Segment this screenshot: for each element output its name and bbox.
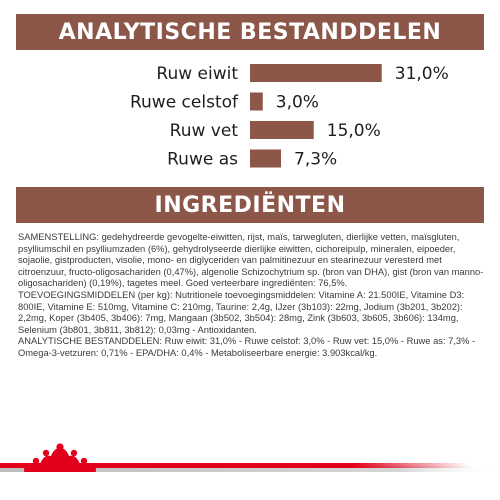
bar [250,150,281,168]
nutrient-bar-chart [0,54,500,184]
value-label: 7,3% [294,149,338,170]
value-label: 15,0% [326,121,381,141]
bar [250,93,263,111]
category-label: Ruw vet [169,121,238,141]
ingredients-header-band [16,187,484,223]
category-label: Ruwe as [167,149,238,170]
value-label: 3,0% [275,92,319,113]
composition-text: SAMENSTELLING: gedehydreerde gevogelte-eiwitten, rijst, maïs, tarwegluten, dierlijke vetten, maïsgluten, psylliumschil en psylliumzaden (6%), gehydrolyseerde dierlijke eiwitten, cichoreipulp, mineralen, eipoeder, sojaolie, gistproducten, visolie, mono- en diglyceriden van palmitinezuur en stearinezuur veresterd met citroenzuur, fructo-oligosachariden (0,47%), algenolie Schizochytrium sp. (bron van DHA), gist (bron van manno-oligosachariden) (0,19%), tagetes meel. Goed verteerbare ingrediënten: 76,5%. TOEVOEGINGSMIDDELEN (per kg): Nutritionele toevoegingsmiddelen: Vitamine A: 21.500IE, Vitamine D3: 800IE, Vitamine E: 510mg, Vitamine C: 210mg, Taurine: 2,4g, IJzer (3b103): 22mg, Jodium (3b201, 3b202): 2,2mg, Koper (3b405, 3b406): 7mg, Mangaan (3b502, 3b504): 28mg, Zink (3b603, 3b605, 3b606): 134mg, Selenium (3b801, 3b811, 3b812): 0,03mg - Antioxidanten. ANALYTISCHE BESTANDDELEN: Ruw eiwit: 31,0% - Ruwe celstof: 3,0% - Ruw vet: 15,0% - Ruwe as: 7,3% - Omega-3-vetzuren: 0,71% - EPA/DHA: 0,4% - Metaboliseerbare energie: 3.903kcal/kg. [18,232,484,358]
category-label: Ruw eiwit [156,64,238,84]
analysis-header-band [16,14,484,50]
brand-footer [0,440,500,500]
value-label: 31,0% [394,64,449,84]
ingredients-header-title: INGREDIËNTEN [154,193,346,218]
bar [250,121,314,139]
category-label: Ruwe celstof [129,92,238,113]
analysis-header-title: ANALYTISCHE BESTANDDELEN [58,20,442,45]
bar [250,64,382,82]
crown-icon [24,443,96,472]
